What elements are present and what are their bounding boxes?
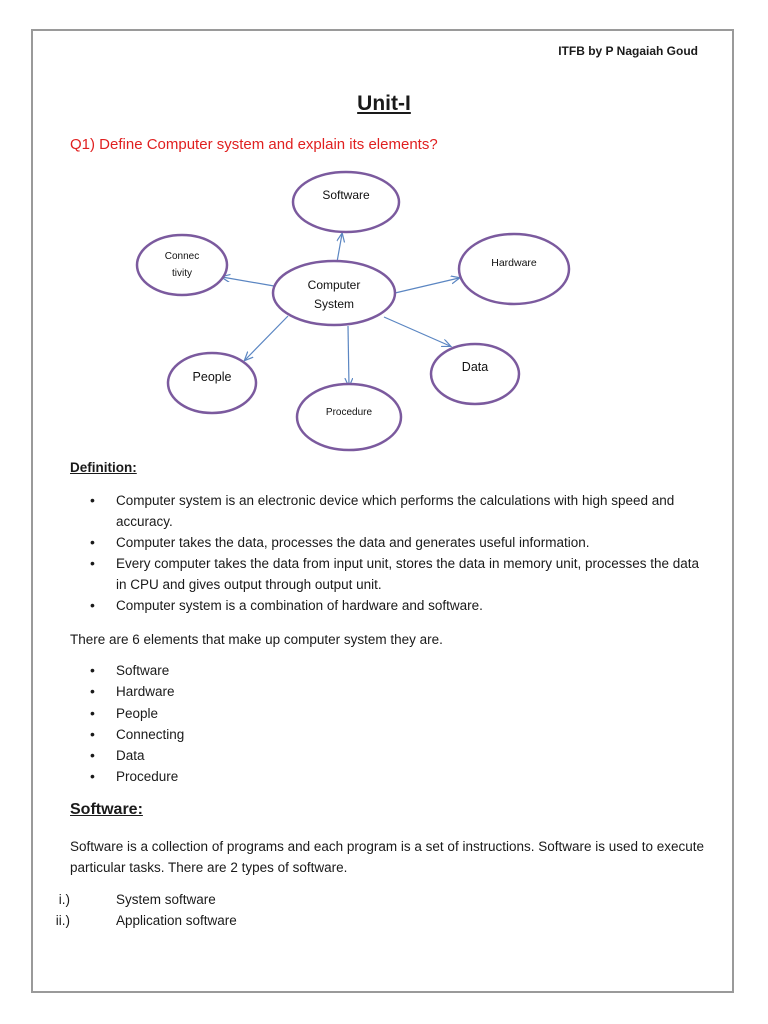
software-node-label: Software (322, 188, 370, 202)
arrow-to-software (337, 234, 342, 262)
list-label: Application software (116, 913, 237, 928)
definition-heading: Definition: (70, 460, 137, 475)
center-node-label-2: System (313, 297, 355, 311)
center-node (273, 261, 395, 325)
hardware-node-label: Hardware (491, 257, 537, 269)
list-item: • Connecting (70, 724, 710, 745)
list-item: • Computer takes the data, processes the data and generates useful information. (70, 532, 710, 553)
elements-intro: There are 6 elements that make up computer system they are. (70, 632, 443, 647)
list-item: • People (70, 703, 710, 724)
header-note: ITFB by P Nagaiah Goud (558, 44, 698, 58)
arrow-to-data (384, 317, 450, 346)
list-label: System software (116, 892, 216, 907)
list-item: • Computer system is a combination of hardware and software. (70, 595, 710, 616)
software-paragraph: Software is a collection of programs and each program is a set of instructions. Software is used to execute particular tasks. There are 2 types of software. (70, 839, 705, 875)
list-item (58, 889, 710, 910)
list-item: • Data (70, 745, 710, 766)
connectivity-node-label-2: tivity (172, 268, 192, 279)
connectivity-node-label-1: Connec (164, 251, 200, 262)
computer-system-diagram (0, 160, 768, 460)
software-types-list (55, 889, 710, 931)
data-node (431, 344, 519, 404)
elements-list (70, 660, 710, 788)
list-item: • Procedure (70, 766, 710, 787)
question-heading: Q1) Define Computer system and explain its elements? (70, 136, 438, 153)
definition-list (70, 490, 710, 616)
hardware-node (459, 234, 569, 304)
list-item: • Software (70, 660, 710, 681)
data-node-label: Data (461, 360, 489, 374)
procedure-node-label: Procedure (325, 407, 373, 418)
list-item: • Computer system is an electronic device which performs the calculations with high speed and accuracy. (70, 490, 710, 532)
people-node-label: People (192, 370, 232, 384)
arrow-to-connectivity (222, 277, 274, 286)
unit-title: Unit-I (357, 92, 411, 115)
list-number: ii.) (55, 913, 70, 928)
arrow-to-hardware (395, 278, 459, 293)
list-item: • Hardware (70, 681, 710, 702)
connectivity-node (137, 235, 227, 295)
list-item: • Every computer takes the data from input unit, stores the data in memory unit, processes the data in CPU and gives output through output unit. (70, 553, 710, 595)
software-node (293, 172, 399, 232)
software-heading: Software: (70, 801, 143, 818)
center-node-label-1: Computer (307, 278, 361, 292)
arrow-to-people (245, 316, 288, 360)
list-number: i.) (58, 892, 70, 907)
arrow-to-procedure (348, 326, 349, 386)
list-item (55, 910, 710, 931)
